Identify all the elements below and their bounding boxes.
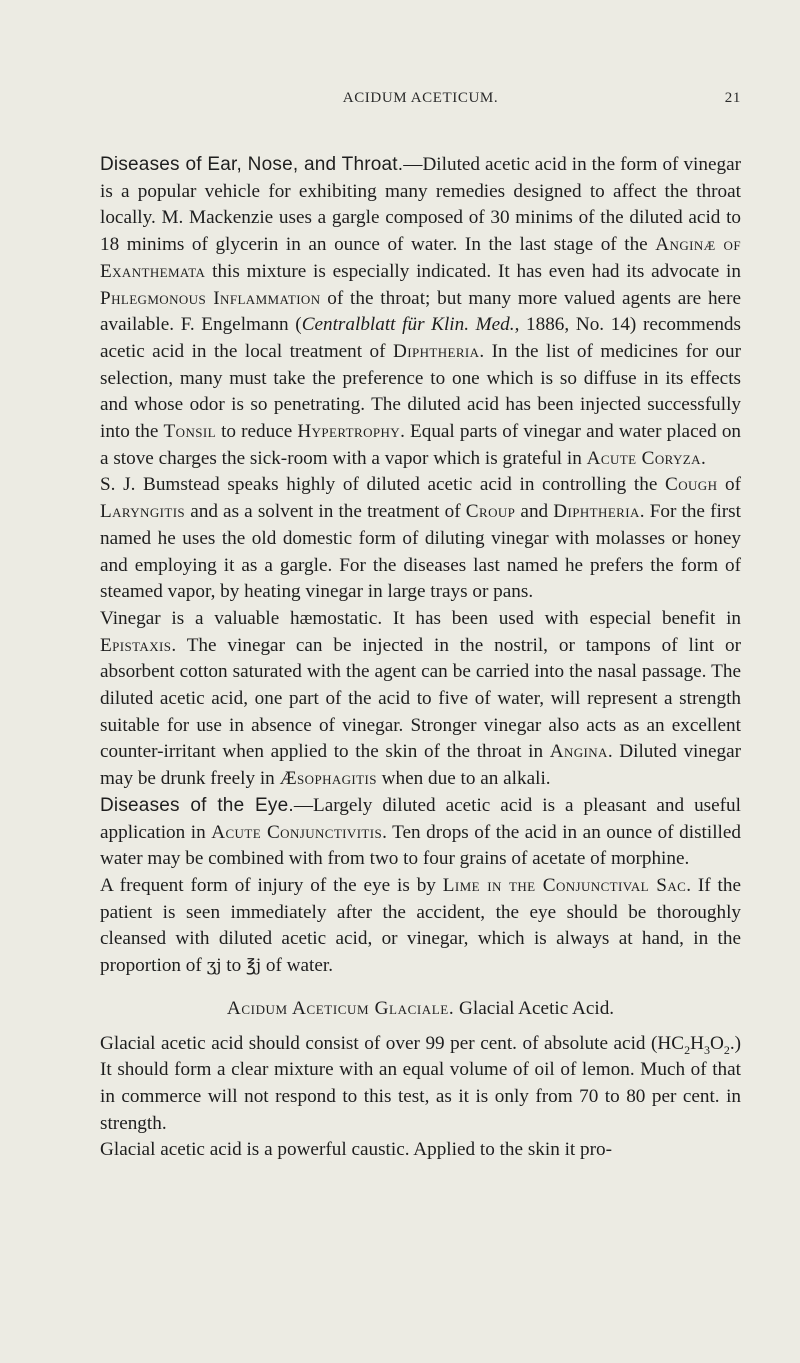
latin-title: Acidum Aceticum Glaciale. [226, 997, 455, 1019]
disease-term: Croup [465, 501, 516, 523]
page-number: 21 [724, 90, 741, 106]
text-run: . Diluted vinegar may be drunk freely in [100, 741, 741, 790]
text-run: to reduce [215, 421, 298, 443]
text-run: of water. [261, 955, 334, 977]
subscript: 3 [703, 1042, 710, 1057]
text-run: and [515, 501, 554, 523]
paragraph-glacial-caustic [100, 1137, 741, 1164]
paragraph-ear-nose-throat [100, 152, 741, 472]
text-run: . Ten drops of the acid in an ounce of distilled water may be combined with from two to four grains of acetate of morphine. [100, 821, 741, 870]
text-run: . If the patient is seen immediately after the accident, the eye should be thoroughly cleansed with diluted acetic acid, or vinegar, which is always at hand, in the proportion of [100, 874, 741, 977]
paragraph-eye [100, 793, 741, 873]
paragraph-haemostatic [100, 606, 741, 793]
disease-term: Diphtheria [553, 501, 640, 523]
text-run: Vinegar is a valuable hæmostatic. It has been used with especial benefit in [100, 607, 741, 629]
text-run: and as a solvent in the treatment of [185, 501, 466, 523]
text-run: —Largely diluted acetic acid is a pleasant and useful application in [100, 794, 741, 843]
text-run: —Diluted acetic acid in the form of vinegar is a popular vehicle for exhibiting many remedies designed to affect the throat locally. M. Mackenzie uses a gargle composed of 30 minims of the diluted acid to 18 minims of glycerin in an ounce of water. In the last stage of the [100, 154, 741, 256]
text-run: A frequent form of injury of the eye is by [100, 874, 443, 896]
section-heading-ear-nose-throat: Diseases of Ear, Nose, and Throat. [100, 154, 404, 175]
disease-term: Epistaxis [100, 634, 172, 656]
section-heading-glacial [100, 996, 741, 1023]
text-run: Glacial acetic acid should consist of over 99 per cent. of absolute acid (HC [100, 1032, 685, 1054]
disease-term: Cough [665, 474, 718, 496]
text-run: of the throat; but many more valued agents are here available. F. Engelmann ( [100, 287, 741, 336]
paragraph-lime-injury [100, 873, 741, 980]
english-title: Glacial Acetic Acid. [454, 997, 615, 1019]
ounce-symbol: ℥j [246, 956, 262, 977]
text-run: S. J. Bumstead speaks highly of diluted acetic acid in controlling the [100, 474, 666, 496]
paragraph-bumstead [100, 472, 741, 606]
text-run: O [709, 1032, 724, 1054]
paragraph-glacial-composition [100, 1031, 741, 1138]
disease-term: Lime in the Conjunctival Sac [442, 874, 687, 896]
text-run: . [700, 447, 706, 469]
text-run: . The vinegar can be injected in the nostril, or tampons of lint or absorbent cotton saturated with the agent can be carried into the nasal passage. The diluted acetic acid, one part of the acid to five of water, will represent a strength suitable for use in absence of vinegar. Stronger vinegar also acts as an excellent counter-irritant when applied to the skin of the throat in [100, 634, 741, 763]
text-run: this mixture is especially indicated. It has even had its advocate in [205, 260, 741, 282]
disease-term: Diphtheria [392, 340, 480, 362]
body-text [100, 152, 741, 1164]
subscript: 2 [723, 1042, 730, 1057]
subscript: 2 [684, 1042, 691, 1057]
disease-term: Acute Conjunctivitis [211, 821, 383, 843]
section-heading-eye: Diseases of the Eye. [100, 794, 294, 816]
text-run: .) It should form a clear mixture with an equal volume of oil of lemon. Much of that in commerce will not respond to this test, as it is only from 70 to 80 per cent. in strength. [100, 1032, 741, 1134]
disease-term: Anginæ of Exanthemata [100, 234, 741, 282]
disease-term: Phlegmonous Inflammation [100, 287, 321, 309]
journal-citation: Centralblatt für Klin. Med. [301, 314, 515, 336]
text-run: , 1886, No. 14) recommends acetic acid in the local treatment of [100, 314, 741, 362]
drachm-symbol: ʒj [206, 956, 222, 977]
running-head-title: ACIDUM ACETICUM. [342, 90, 499, 106]
text-run: . In the list of medicines for our selection, many must take the preference to one which is so diffuse in its effects and whose odor is so penetrating. The diluted acid has been injected successfully into the [100, 340, 741, 443]
disease-term: Acute Coryza [586, 447, 701, 469]
text-run: H [690, 1032, 704, 1054]
disease-term: Angina [549, 741, 608, 763]
disease-term: Laryngitis [100, 501, 186, 523]
text-run: of [717, 474, 742, 496]
text-run: Glacial acetic acid is a powerful caustic. Applied to the skin it pro- [100, 1139, 613, 1161]
running-head [100, 90, 741, 112]
text-run: . Equal parts of vinegar and water placed on a stove charges the sick-room with a vapor which is grateful in [100, 421, 742, 469]
text-run: . For the first named he uses the old domestic form of diluting vinegar with molasses or honey and employing it as a gargle. For the diseases last named he prefers the form of steamed vapor, by heating vinegar in large trays or pans. [100, 501, 741, 603]
disease-term: Æsophagitis [279, 768, 377, 790]
text-run: to [221, 955, 246, 977]
disease-term: Hypertrophy [297, 421, 401, 443]
text-run: when due to an alkali. [376, 768, 551, 790]
disease-term: Tonsil [163, 421, 216, 443]
